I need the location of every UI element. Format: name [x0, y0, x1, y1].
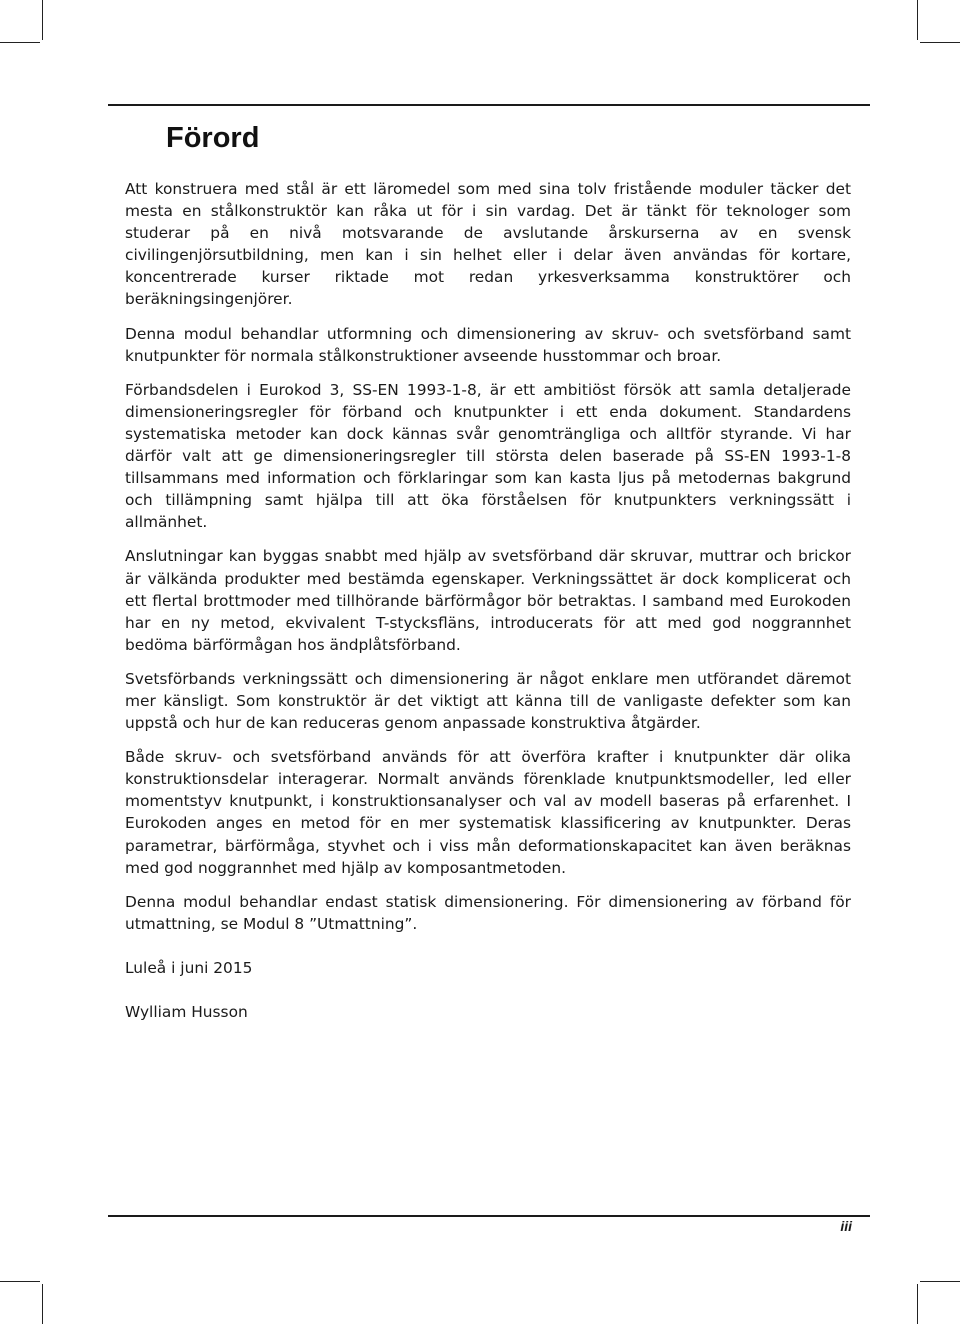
crop-mark-bottom-left-vertical — [42, 1284, 43, 1324]
body-text — [125, 178, 851, 1035]
crop-mark-bottom-right-vertical — [917, 1284, 918, 1324]
crop-mark-top-right-horizontal — [920, 42, 960, 43]
paragraph-1: Att konstruera med stål är ett läromedel som med sina tolv fristående moduler täcker det mesta en stålkonstruktör kan råka ut för i sin vardag. Det är tänkt för teknologer som studerar på en nivå motsvarande de avslutande årskurserna av en svensk civilingenjörsutbildning, men kan i sin helhet eller i delar även användas för kortare, koncentrerade kurser riktade mot redan yrkesverksamma konstruktörer och beräkningsingenjörer. — [125, 180, 851, 309]
paragraph-5: Svetsförbands verkningssätt och dimensionering är något enklare men utförandet däremot mer känsligt. Som konstruktör är det viktigt att känna till de vanligaste defekter som kan uppstå och hur de kan reduceras genom anpassade konstruktiva åtgärder. — [125, 669, 851, 733]
paragraph-3: Förbandsdelen i Eurokod 3, SS-EN 1993-1-8, är ett ambitiöst försök att samla detaljerade dimensioneringsregler för förband och knutpunkter i ett enda dokument. Standardens systematiska metoder kan dock kännas svår genomträngliga och alltför styrande. Vi har därför valt att ge dimensioneringsregler till största delen baserade på SS-EN 1993-1-8 tillsammans med information och förklaringar som kan kasta ljus på metodernas bakgrund och tillämpning samt hjälpa till att öka förståelsen för knutpunkters verkningssätt i allmänhet. — [125, 380, 851, 532]
paragraph-4: Anslutningar kan byggas snabbt med hjälp av svetsförband där skruvar, muttrar och brickor är välkända produkter med bestämda egenskaper. Verkningssättet är dock komplicerat och ett flertal brottmoder med tillhörande bärförmågor bör betraktas. I samband med Eurokoden har en ny metod, ekvivalent T-stycksfläns, introducerats för att med god noggrannhet bedöma bärförmågan hos ändplåtsförband. — [125, 547, 851, 654]
crop-mark-bottom-left-horizontal — [0, 1281, 40, 1282]
paragraph-2: Denna modul behandlar utformning och dimensionering av skruv- och svetsförband samt knutpunkter för normala stålkonstruktioner avseende husstommar och broar. — [125, 324, 851, 365]
crop-mark-top-left-horizontal — [0, 42, 40, 43]
author-signature: Wylliam Husson — [125, 1003, 248, 1021]
crop-mark-bottom-right-horizontal — [920, 1281, 960, 1282]
page-number: iii — [840, 1218, 852, 1234]
paragraph-7: Denna modul behandlar endast statisk dimensionering. För dimensionering av förband för utmattning, se Modul 8 ”Utmattning”. — [125, 892, 851, 933]
paragraph-6: Både skruv- och svetsförband används för att överföra krafter i knutpunkter där olika konstruktionsdelar interagerar. Normalt används förenklade knutpunktsmodeller, led eller momentstyv knutpunkt, i konstruktionsanalyser och val av modell baseras på erfarenhet. I Eurokoden anges en metod för en mer systematisk klassificering av knutpunkter. Deras parametrar, bärförmåga, styvhet och i viss mån deformationskapacitet kan även beräknas med god noggrannhet med hjälp av komposantmetoden. — [125, 748, 851, 877]
page-title: Förord — [166, 122, 260, 154]
crop-mark-top-left-vertical — [42, 0, 43, 40]
crop-mark-top-right-vertical — [917, 0, 918, 40]
header-rule — [108, 104, 870, 106]
place-date: Luleå i juni 2015 — [125, 958, 253, 977]
footer-rule — [108, 1215, 870, 1217]
